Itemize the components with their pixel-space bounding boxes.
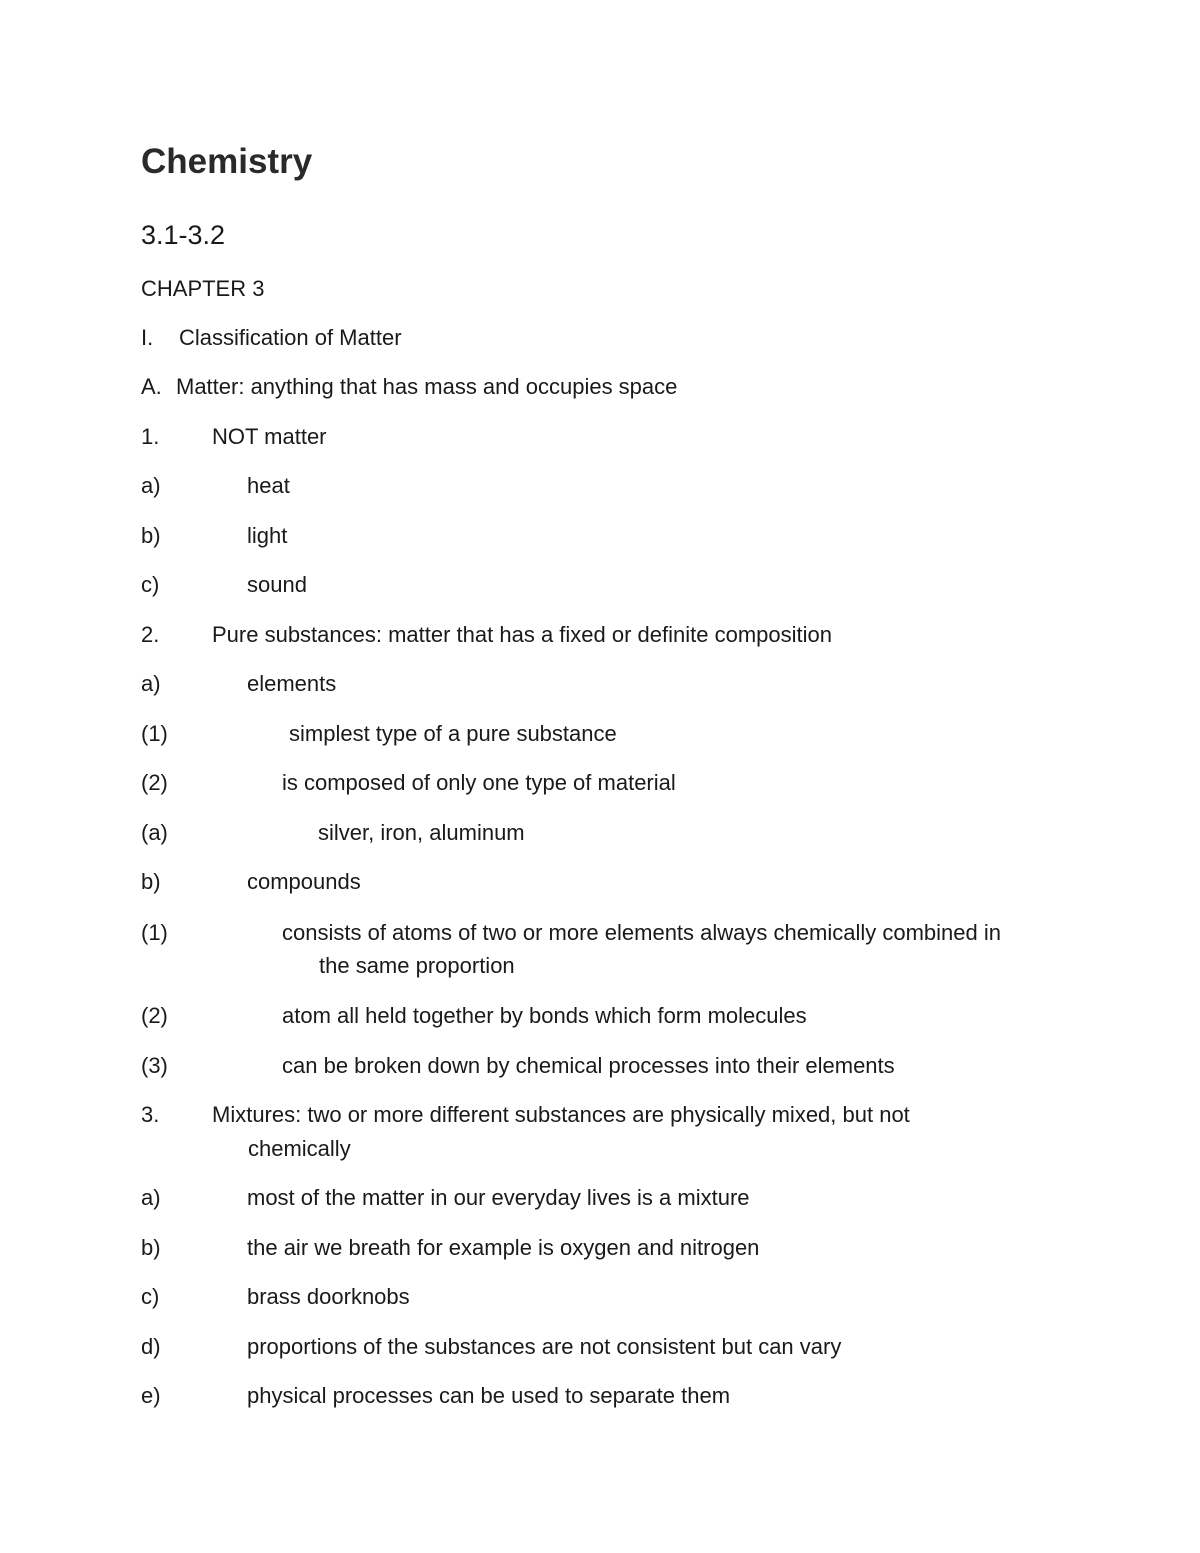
outline-text: Matter: anything that has mass and occupies space [176,374,678,399]
outline-text: Classification of Matter [179,325,402,350]
outline-text: simplest type of a pure substance [289,721,617,746]
outline-text: atom all held together by bonds which form molecules [282,1003,807,1028]
outline-marker: A. [141,374,162,399]
outline-marker: b) [141,1235,161,1260]
outline-marker: e) [141,1383,161,1408]
outline-text: proportions of the substances are not consistent but can vary [247,1334,842,1359]
outline-text: Pure substances: matter that has a fixed or definite composition [212,622,832,647]
outline-text: heat [247,473,290,498]
document-page: Chemistry 3.1-3.2 CHAPTER 3 I. Classification of Matter A. Matter: anything that has mass and occupies space 1. NOT matter a) heat b) light c) sound 2. Pure substances: matter that has a fixed or definite composition a) elements (1) simplest type of a pure substance (2) is composed of only one type of material (a) silver, iron, aluminum b) compounds (1) consists of atoms of two or more elements always chemically combined in the same proportion (2) atom all held together by bonds which form molecules (3) can be broken down by chemical processes into their elements 3. Mixtures: two or more different substances are physically mixed, but not chemically a) most of the matter in our everyday lives is a mixture b) the air we breath for example is oxygen and nitrogen c) brass doorknobs d) proportions of the substances are not consistent but can vary e) physical processes can be used to separate them [0,0,1200,1553]
outline-text: elements [247,671,337,696]
outline-marker: (1) [141,721,168,746]
outline-text: brass doorknobs [247,1284,410,1309]
outline-marker: (1) [141,920,168,945]
outline-text-continuation: the same proportion [319,953,515,978]
outline-marker: 3. [141,1102,160,1127]
outline-text-continuation: chemically [248,1136,351,1161]
outline-text: can be broken down by chemical processes into their elements [282,1053,895,1078]
outline-marker: c) [141,1284,160,1309]
outline-marker: 1. [141,424,160,449]
outline-text: is composed of only one type of material [282,770,676,795]
outline-marker: c) [141,572,160,597]
document-title: Chemistry [141,142,313,181]
outline-text: physical processes can be used to separate them [247,1383,731,1408]
outline-marker: 2. [141,622,160,647]
outline-marker: a) [141,671,161,696]
outline-marker: a) [141,1185,161,1210]
outline-marker: (3) [141,1053,168,1078]
outline-marker: (a) [141,820,168,845]
outline-text: light [247,523,288,548]
outline-marker: d) [141,1334,161,1359]
outline-marker: I. [141,325,154,350]
outline-text: consists of atoms of two or more elements always chemically combined in [282,920,1001,945]
outline-text: compounds [247,869,361,894]
outline-marker: (2) [141,1003,168,1028]
outline-marker: (2) [141,770,168,795]
outline-text: silver, iron, aluminum [318,820,525,845]
outline-marker: b) [141,869,161,894]
outline-text: Mixtures: two or more different substances are physically mixed, but not [212,1102,910,1127]
outline-marker: a) [141,473,161,498]
outline-text: NOT matter [212,424,327,449]
outline-marker: b) [141,523,161,548]
section-range: 3.1-3.2 [141,220,226,250]
outline-text: the air we breath for example is oxygen and nitrogen [247,1235,760,1260]
outline-text: sound [247,572,307,597]
outline-text: most of the matter in our everyday lives is a mixture [247,1185,750,1210]
